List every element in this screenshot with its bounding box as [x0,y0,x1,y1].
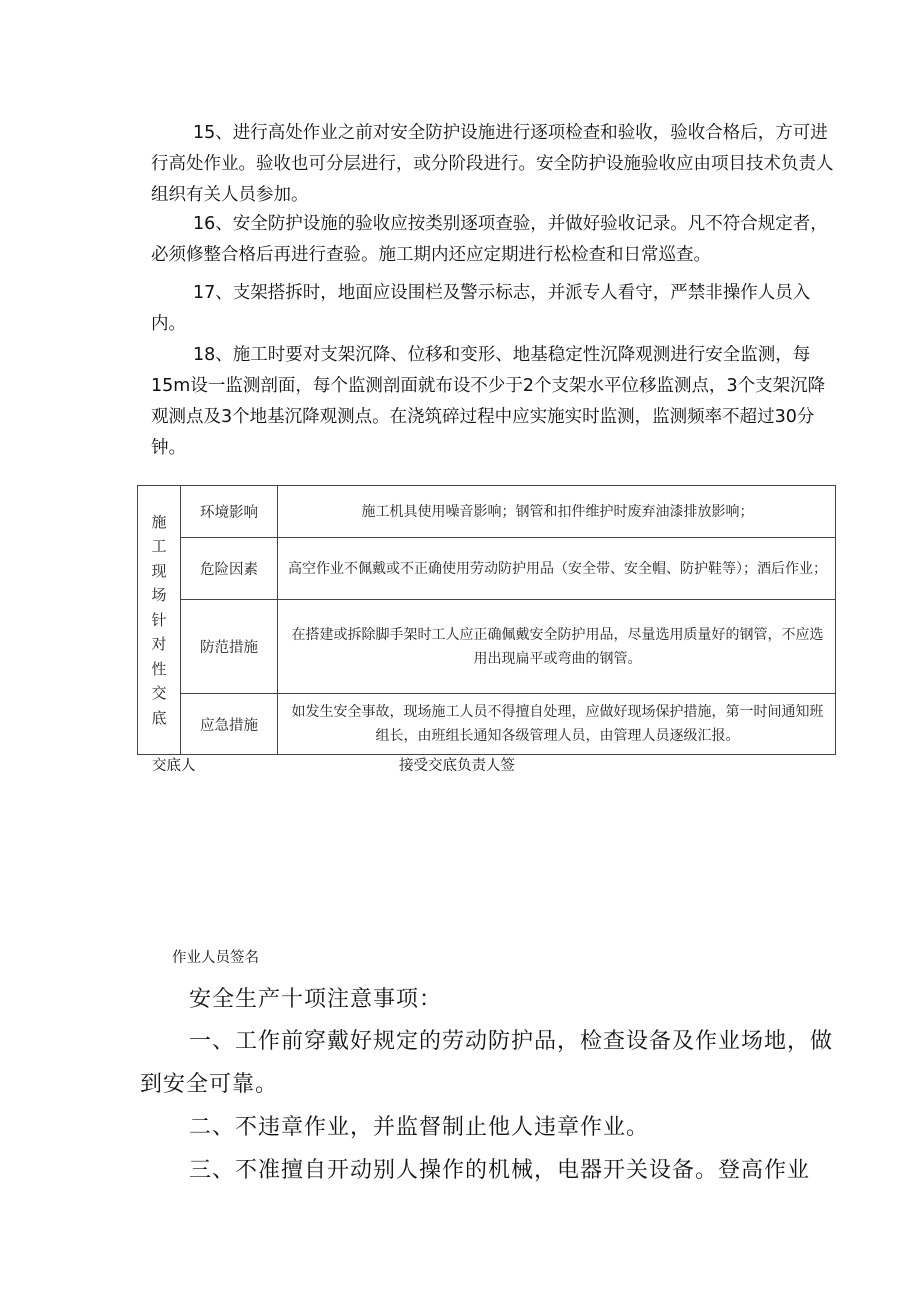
content-cell [278,600,836,694]
side-label-cell [138,486,181,755]
content-cell [278,486,836,538]
discloser-label: 交底人 [152,758,196,774]
paragraph-17: 17、支架搭拆时，地面应设围栏及警示标志，并派专人看守，严禁非操作人员入内。 [151,283,811,334]
paragraph-16: 16、安全防护设施的验收应按类别逐项查验，并做好验收记录。凡不符合规定者，必须修整合格后再进行查验。施工期内还应定期进行松检查和日常巡查。 [151,214,828,265]
paragraph-15: 15、进行高处作业之前对安全防护设施进行逐项检查和验收，验收合格后，方可进行高处作业。验收也可分层进行，或分阶段进行。安全防护设施验收应由项目技术负责人组织有关人员参加。 [151,123,834,205]
receiver-signature-label: 接受交底负责人签 [399,758,515,774]
side-label: 施工现场针对性交底 [151,512,167,727]
content-cell [278,694,836,755]
category-cell: 危险因素 [181,538,278,600]
table-row [138,538,836,600]
category-cell: 防范措施 [181,600,278,694]
content-text: 如发生安全事故，现场施工人员不得擅自处理，应做好现场保护措施，第一时间通知班组长，由班组长通知各级管理人员，由管理人员逐级汇报。 [291,704,824,744]
safety-item-3: 三、不准擅自开动别人操作的机械，电器开关设备。登高作业 [189,1158,811,1183]
safety-item-2: 二、不违章作业，并监督制止他人违章作业。 [189,1115,650,1140]
content-text: 高空作业不佩戴或不正确使用劳动防护用品（安全带、安全帽、防护鞋等）；酒后作业； [288,560,827,577]
content-cell [278,538,836,600]
category-cell: 环境影响 [181,486,278,538]
table-row [138,486,836,538]
category-cell: 应急措施 [181,694,278,755]
safety-item-1: 一、工作前穿戴好规定的劳动防护品，检查设备及作业场地，做到安全可靠。 [140,1029,834,1097]
content-text: 在搭建或拆除脚手架时工人应正确佩戴安全防护用品，尽量选用质量好的钢管，不应选用出现扁平或弯曲的钢管。 [291,626,824,667]
paragraph-18: 18、施工时要对支架沉降、位移和变形、地基稳定性沉降观测进行安全监测，每15m设一监测剖面，每个监测剖面就布设不少于2个支架水平位移监测点，3个支架沉降观测点及3个地基沉降观测点。在浇筑碎过程中应实施实时监测，监测频率不超过30分钟。 [151,345,826,458]
site-disclosure-table [137,485,836,755]
workers-signature-label: 作业人员签名 [172,950,259,966]
content-text: 施工机具使用噪音影响；钢管和扣件维护时废弃油漆排放影响； [361,503,754,520]
safety-title: 安全生产十项注意事项： [189,987,443,1012]
table-row [138,600,836,694]
table-row [138,694,836,755]
